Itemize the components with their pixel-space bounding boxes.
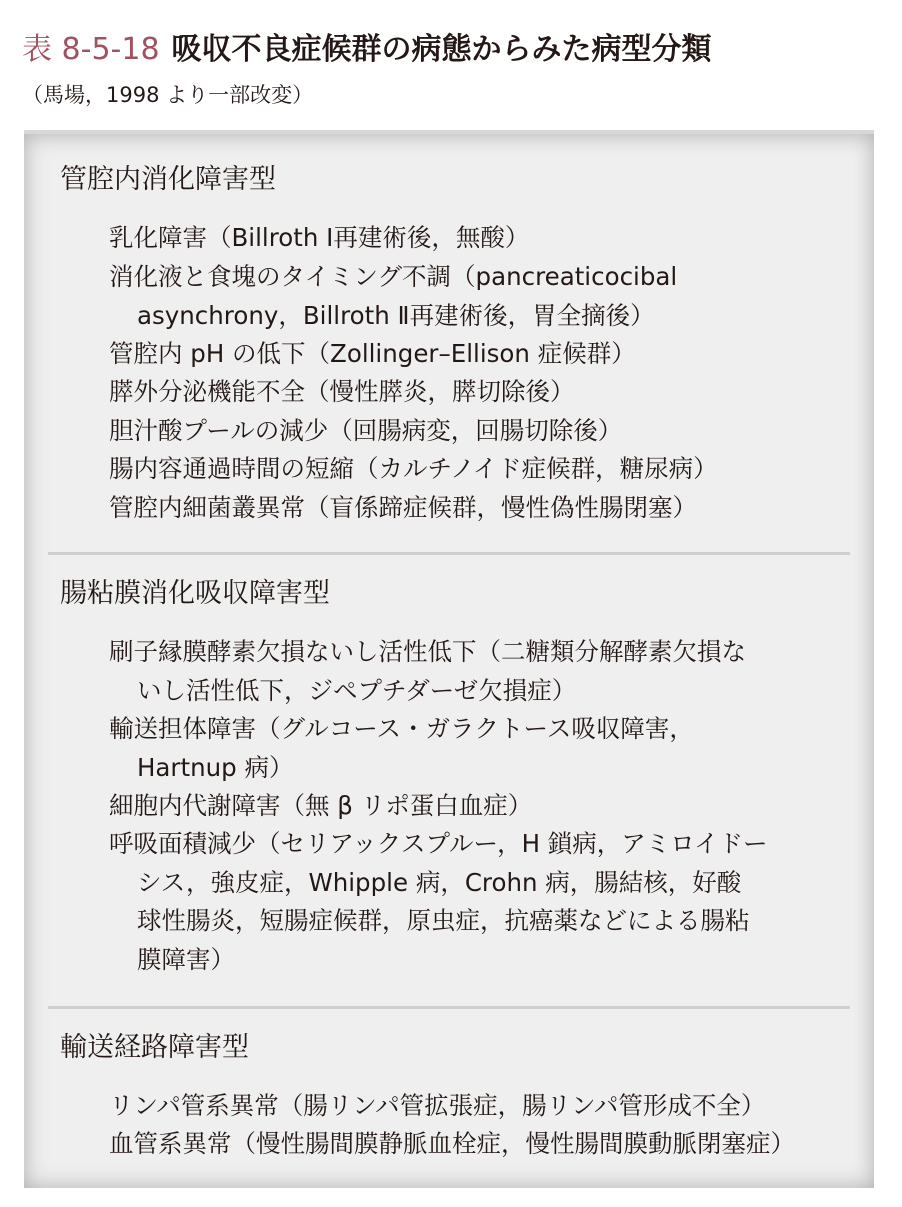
list-item [109,258,809,335]
section-heading-transport: 輸送経路障害型 [60,1032,249,1063]
classification-panel [24,130,874,1188]
item-line: 呼吸面積減少（セリアックスプルー，H 鎖病，アミロイドー [109,829,768,858]
list-item [109,219,809,258]
item-line: Hartnup 病） [137,752,294,782]
list-item [109,373,809,412]
item-line: 輸送担体障害（グルコース・ガラクトース吸収障害， [109,714,694,743]
item-line: 膵外分泌機能不全（慢性膵炎，膵切除後） [109,377,575,406]
list-item [109,1125,809,1164]
item-line: 胆汁酸プールの減少（回腸病変，回腸切除後） [109,416,623,445]
item-line: いし活性低下，ジペプチダーゼ欠損症） [137,675,577,705]
list-item [109,710,809,787]
list-item [109,450,809,489]
item-line: 細胞内代謝障害（無 β リポ蛋白血症） [109,791,533,820]
table-source-note: （馬場，1998 より一部改変） [22,83,314,107]
item-line: 管腔内細菌叢異常（盲係蹄症候群，慢性偽性腸閉塞） [109,493,697,522]
list-item [109,787,809,826]
item-line: シス，強皮症，Whipple 病，Crohn 病，腸結核，好酸 [137,867,742,897]
item-line: 乳化障害（Billroth Ⅰ再建術後，無酸） [109,223,530,252]
section-divider [48,552,850,555]
section-divider [48,1006,850,1009]
list-item [109,412,809,451]
item-line: asynchrony，Billroth Ⅱ再建術後，胃全摘後） [137,300,655,330]
list-item [109,825,809,979]
item-line: 腸内容通過時間の短縮（カルチノイド症候群，糖尿病） [109,454,718,483]
item-line: 血管系異常（慢性腸間膜静脈血栓症，慢性腸間膜動脈閉塞症） [109,1129,795,1158]
item-line: 刷子縁膜酵素欠損ないし活性低下（二糖類分解酵素欠損な [109,637,746,666]
section-heading-luminal: 管腔内消化障害型 [60,164,276,195]
list-item [109,489,809,528]
table-number-label: 表 8-5-18 [22,32,160,67]
item-line: リンパ管系異常（腸リンパ管拡張症，腸リンパ管形成不全） [109,1091,766,1120]
list-item [109,633,809,710]
item-line: 管腔内 pH の低下（Zollinger–Ellison 症候群） [109,339,636,368]
table-title-text: 吸収不良症候群の病態からみた病型分類 [171,32,712,67]
list-item [109,335,809,374]
item-line: 球性腸炎，短腸症候群，原虫症，抗癌薬などによる腸粘 [137,906,750,935]
list-item [109,1087,809,1126]
table-title [22,30,712,70]
section-heading-mucosal: 腸粘膜消化吸収障害型 [60,578,330,609]
item-line: 膜障害） [137,944,235,974]
item-line: 消化液と食塊のタイミング不調（pancreaticocibal [109,262,678,291]
